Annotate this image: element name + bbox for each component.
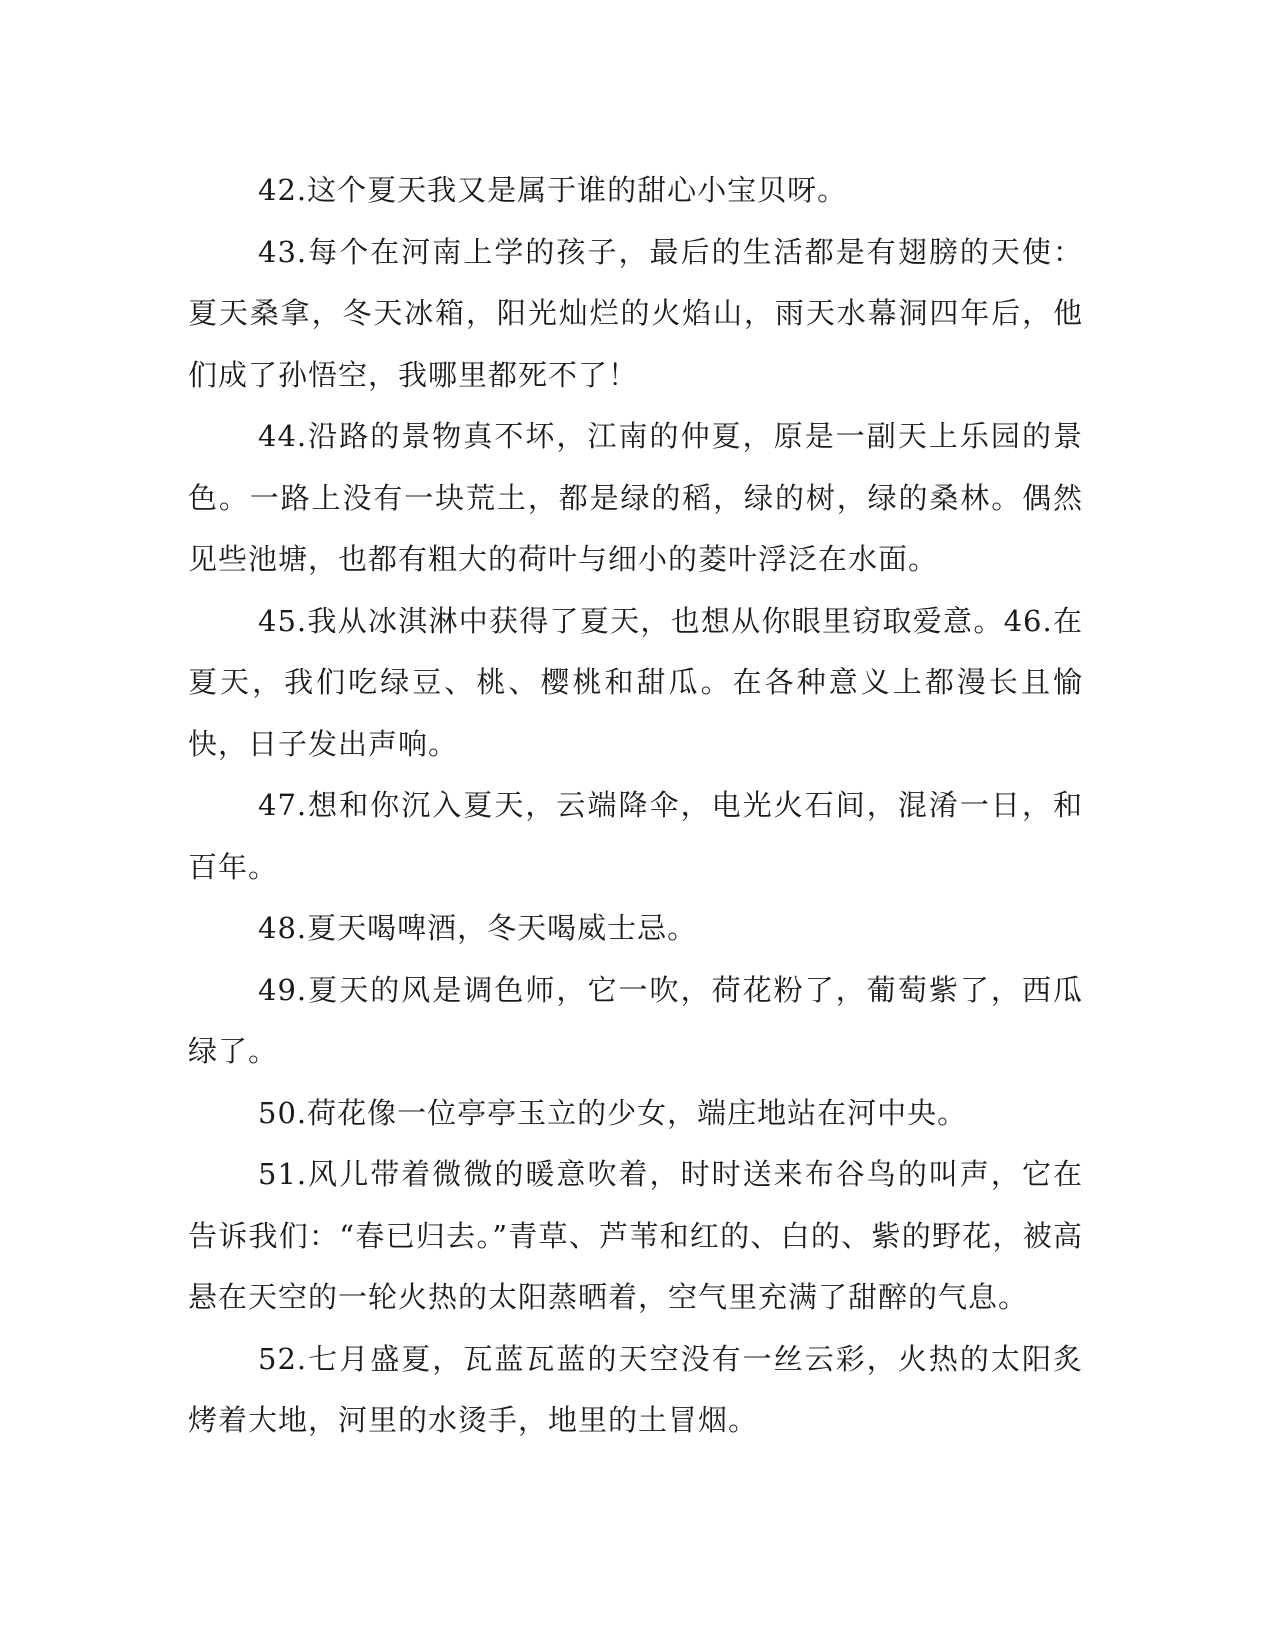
paragraph-44: 44.沿路的景物真不坏，江南的仲夏，原是一副天上乐园的景色。一路上没有一块荒土，都是绿的稻，绿的树，绿的桑林。偶然见些池塘，也都有粗大的荷叶与细小的菱叶浮泛在水面。 xyxy=(188,419,1083,576)
paragraph-49: 49.夏天的风是调色师，它一吹，荷花粉了，葡萄紫了，西瓜绿了。 xyxy=(188,972,1083,1068)
paragraph-42: 42.这个夏天我又是属于谁的甜心小宝贝呀。 xyxy=(258,173,848,207)
paragraph-51: 51.风儿带着微微的暖意吹着，时时送来布谷鸟的叫声，它在告诉我们：“春已归去。”青草、芦苇和红的、白的、紫的野花，被高悬在天空的一轮火热的太阳蒸晒着，空气里充满了甜醉的气息。 xyxy=(188,1157,1083,1314)
document-body xyxy=(188,160,1083,1452)
paragraph-45-46: 45.我从冰淇淋中获得了夏天，也想从你眼里窃取爱意。46.在夏天，我们吃绿豆、桃、樱桃和甜瓜。在各种意义上都漫长且愉快，日子发出声响。 xyxy=(188,603,1083,761)
paragraph-47: 47.想和你沉入夏天，云端降伞，电光火石间，混淆一日，和百年。 xyxy=(188,788,1083,884)
paragraph-50: 50.荷花像一位亭亭玉立的少女，端庄地站在河中央。 xyxy=(258,1095,968,1130)
paragraph-48: 48.夏天喝啤酒，冬天喝威士忌。 xyxy=(258,911,698,945)
paragraph-43: 43.每个在河南上学的孩子，最后的生活都是有翅膀的天使：夏天桑拿，冬天冰箱，阳光灿烂的火焰山，雨天水幕洞四年后，他们成了孙悟空，我哪里都死不了！ xyxy=(188,234,1083,392)
paragraph-52: 52.七月盛夏，瓦蓝瓦蓝的天空没有一丝云彩，火热的太阳炙烤着大地，河里的水烫手，地里的土冒烟。 xyxy=(188,1341,1083,1437)
